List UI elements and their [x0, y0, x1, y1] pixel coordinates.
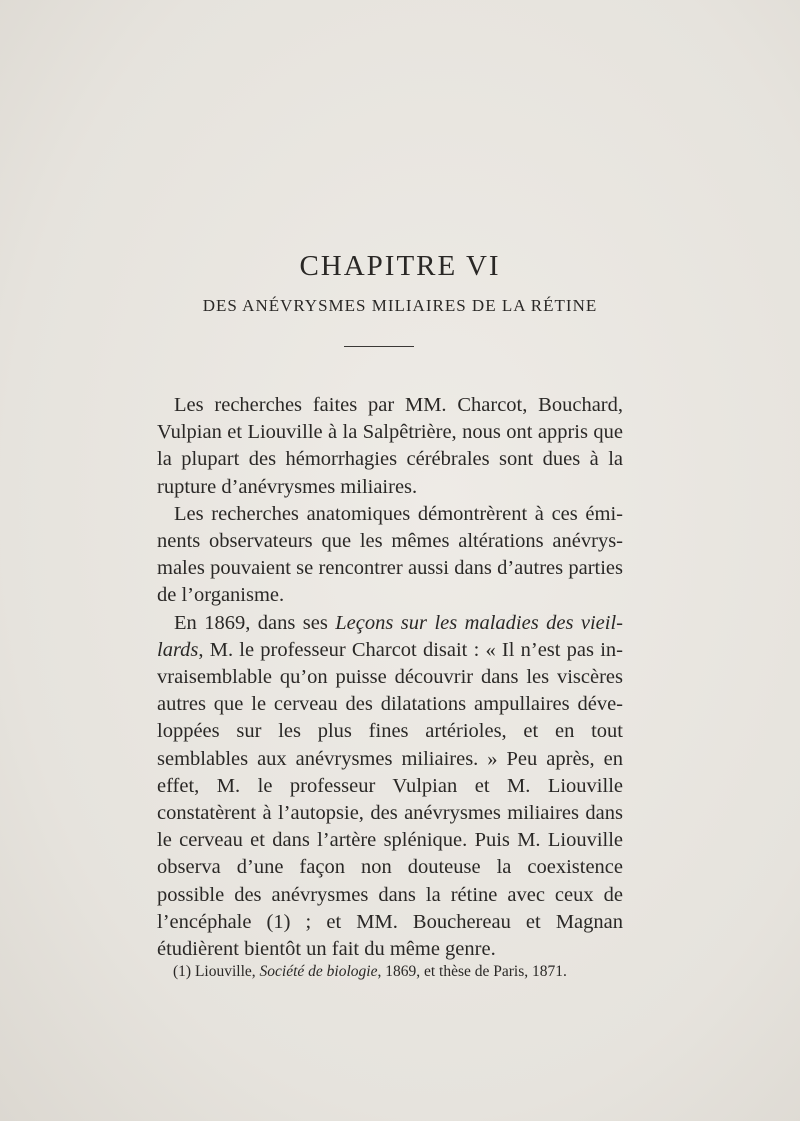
- footnote: [173, 962, 633, 982]
- paragraph-3-start: En 1869, dans ses: [174, 611, 336, 634]
- paragraph-3-rest: , M. le professeur Charcot disait : « Il n’est pas invraisemblable qu’on puisse découvrir dans les viscères autres que le cerveau des dilatations ampullaires développées sur les plus fines artérioles, et en tout semblables aux anévrysmes miliaires. » Peu après, en effet, M. le professeur Vulpian et M. Liouville constatèrent à l’autopsie, des anévrysmes miliaires dans le cerveau et dans l’artère splénique. Puis M. Liouville observa d’une façon non douteuse la coexistence possible des anévrysmes dans la rétine avec ceux de l’encéphale (1) ; et MM. Bouchereau et Magnan étudièrent bientôt un fait du même genre.: [157, 638, 623, 961]
- title-divider: [344, 346, 414, 347]
- footnote-rest: , 1869, et thèse de Paris, 1871.: [377, 963, 567, 980]
- footnote-marker: (1): [173, 963, 192, 980]
- paragraph-1: Les recherches faites par MM. Charcot, Bouchard, Vulpian et Liouville à la Salpêtrière, nous ont appris que la plupart des hémorrhagies cérébrales sont dues à la rupture d’anévrysmes miliaires.: [157, 394, 623, 498]
- footnote-journal: Société de biologie: [259, 963, 378, 980]
- chapter-subtitle: DES ANÉVRYSMES MILIAIRES DE LA RÉTINE: [202, 296, 598, 315]
- chapter-title: CHAPITRE VI: [299, 250, 501, 282]
- footnote-author: Liouville,: [191, 963, 260, 980]
- book-title: Leçons sur les maladies des vieillards: [157, 611, 623, 661]
- body-text: [157, 392, 623, 963]
- paragraph-3: [157, 610, 623, 964]
- paragraph-2: Les recherches anatomiques démontrèrent à ces éminents observateurs que les mêmes altérations anévrysmales pouvaient se rencontrer aussi dans d’autres parties de l’organisme.: [157, 502, 623, 607]
